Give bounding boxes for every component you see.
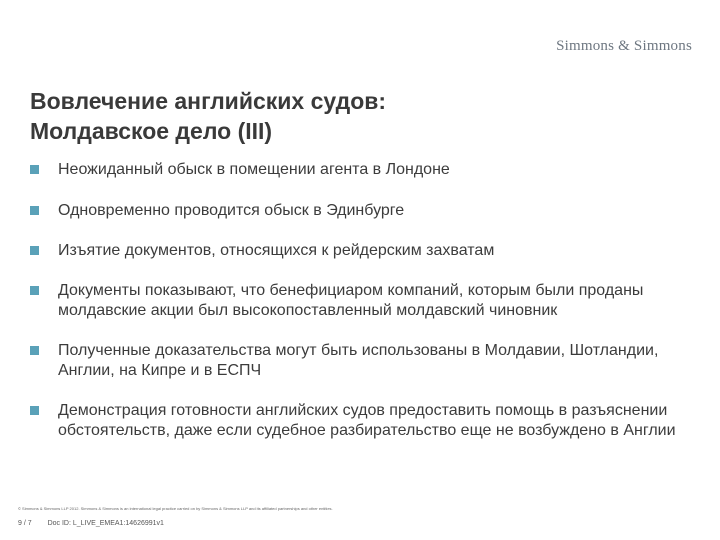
bullet-item [30, 401, 690, 441]
bullet-item [30, 201, 690, 221]
square-bullet-icon [30, 206, 39, 215]
square-bullet-icon [30, 406, 39, 415]
bullet-text: Одновременно проводится обыск в Эдинбурге [58, 202, 405, 219]
bullet-list [30, 160, 690, 441]
slide-title-line-1: Вовлечение английских судов: [30, 88, 387, 114]
page-number: 9 / 7 [18, 520, 32, 527]
square-bullet-icon [30, 346, 39, 355]
bullet-text: Изъятие документов, относящихся к рейдерским захватам [58, 242, 495, 259]
square-bullet-icon [30, 286, 39, 295]
bullet-item [30, 281, 690, 321]
company-logo: Simmons & Simmons [556, 38, 692, 54]
bullet-text: Неожиданный обыск в помещении агента в Лондоне [58, 161, 450, 178]
bullet-item [30, 341, 690, 381]
bullet-text: Полученные доказательства могут быть использованы в Молдавии, Шотландии, Англии, на Кипре и в ЕСПЧ [58, 342, 659, 379]
bullet-text: Демонстрация готовности английских судов предоставить помощь в разъяснении обстоятельств, даже если судебное разбирательство еще не возбуждено в Англии [58, 402, 676, 439]
square-bullet-icon [30, 165, 39, 174]
footer [18, 520, 164, 527]
bullet-item [30, 241, 690, 261]
footer-legal-notice: © Simmons & Simmons LLP 2012. Simmons & Simmons is an international legal practice carried on by Simmons & Simmons LLP and its affiliated partnerships and other entities. [18, 506, 333, 511]
bullet-item [30, 160, 690, 180]
square-bullet-icon [30, 246, 39, 255]
slide-title [30, 86, 670, 146]
slide-title-line-2: Молдавское дело (III) [30, 118, 273, 144]
bullet-text: Документы показывают, что бенефициаром компаний, которым были проданы молдавские акции был высокопоставленный молдавский чиновник [58, 282, 644, 319]
document-id: Doc ID: L_LIVE_EMEA1:14626991v1 [47, 520, 164, 527]
